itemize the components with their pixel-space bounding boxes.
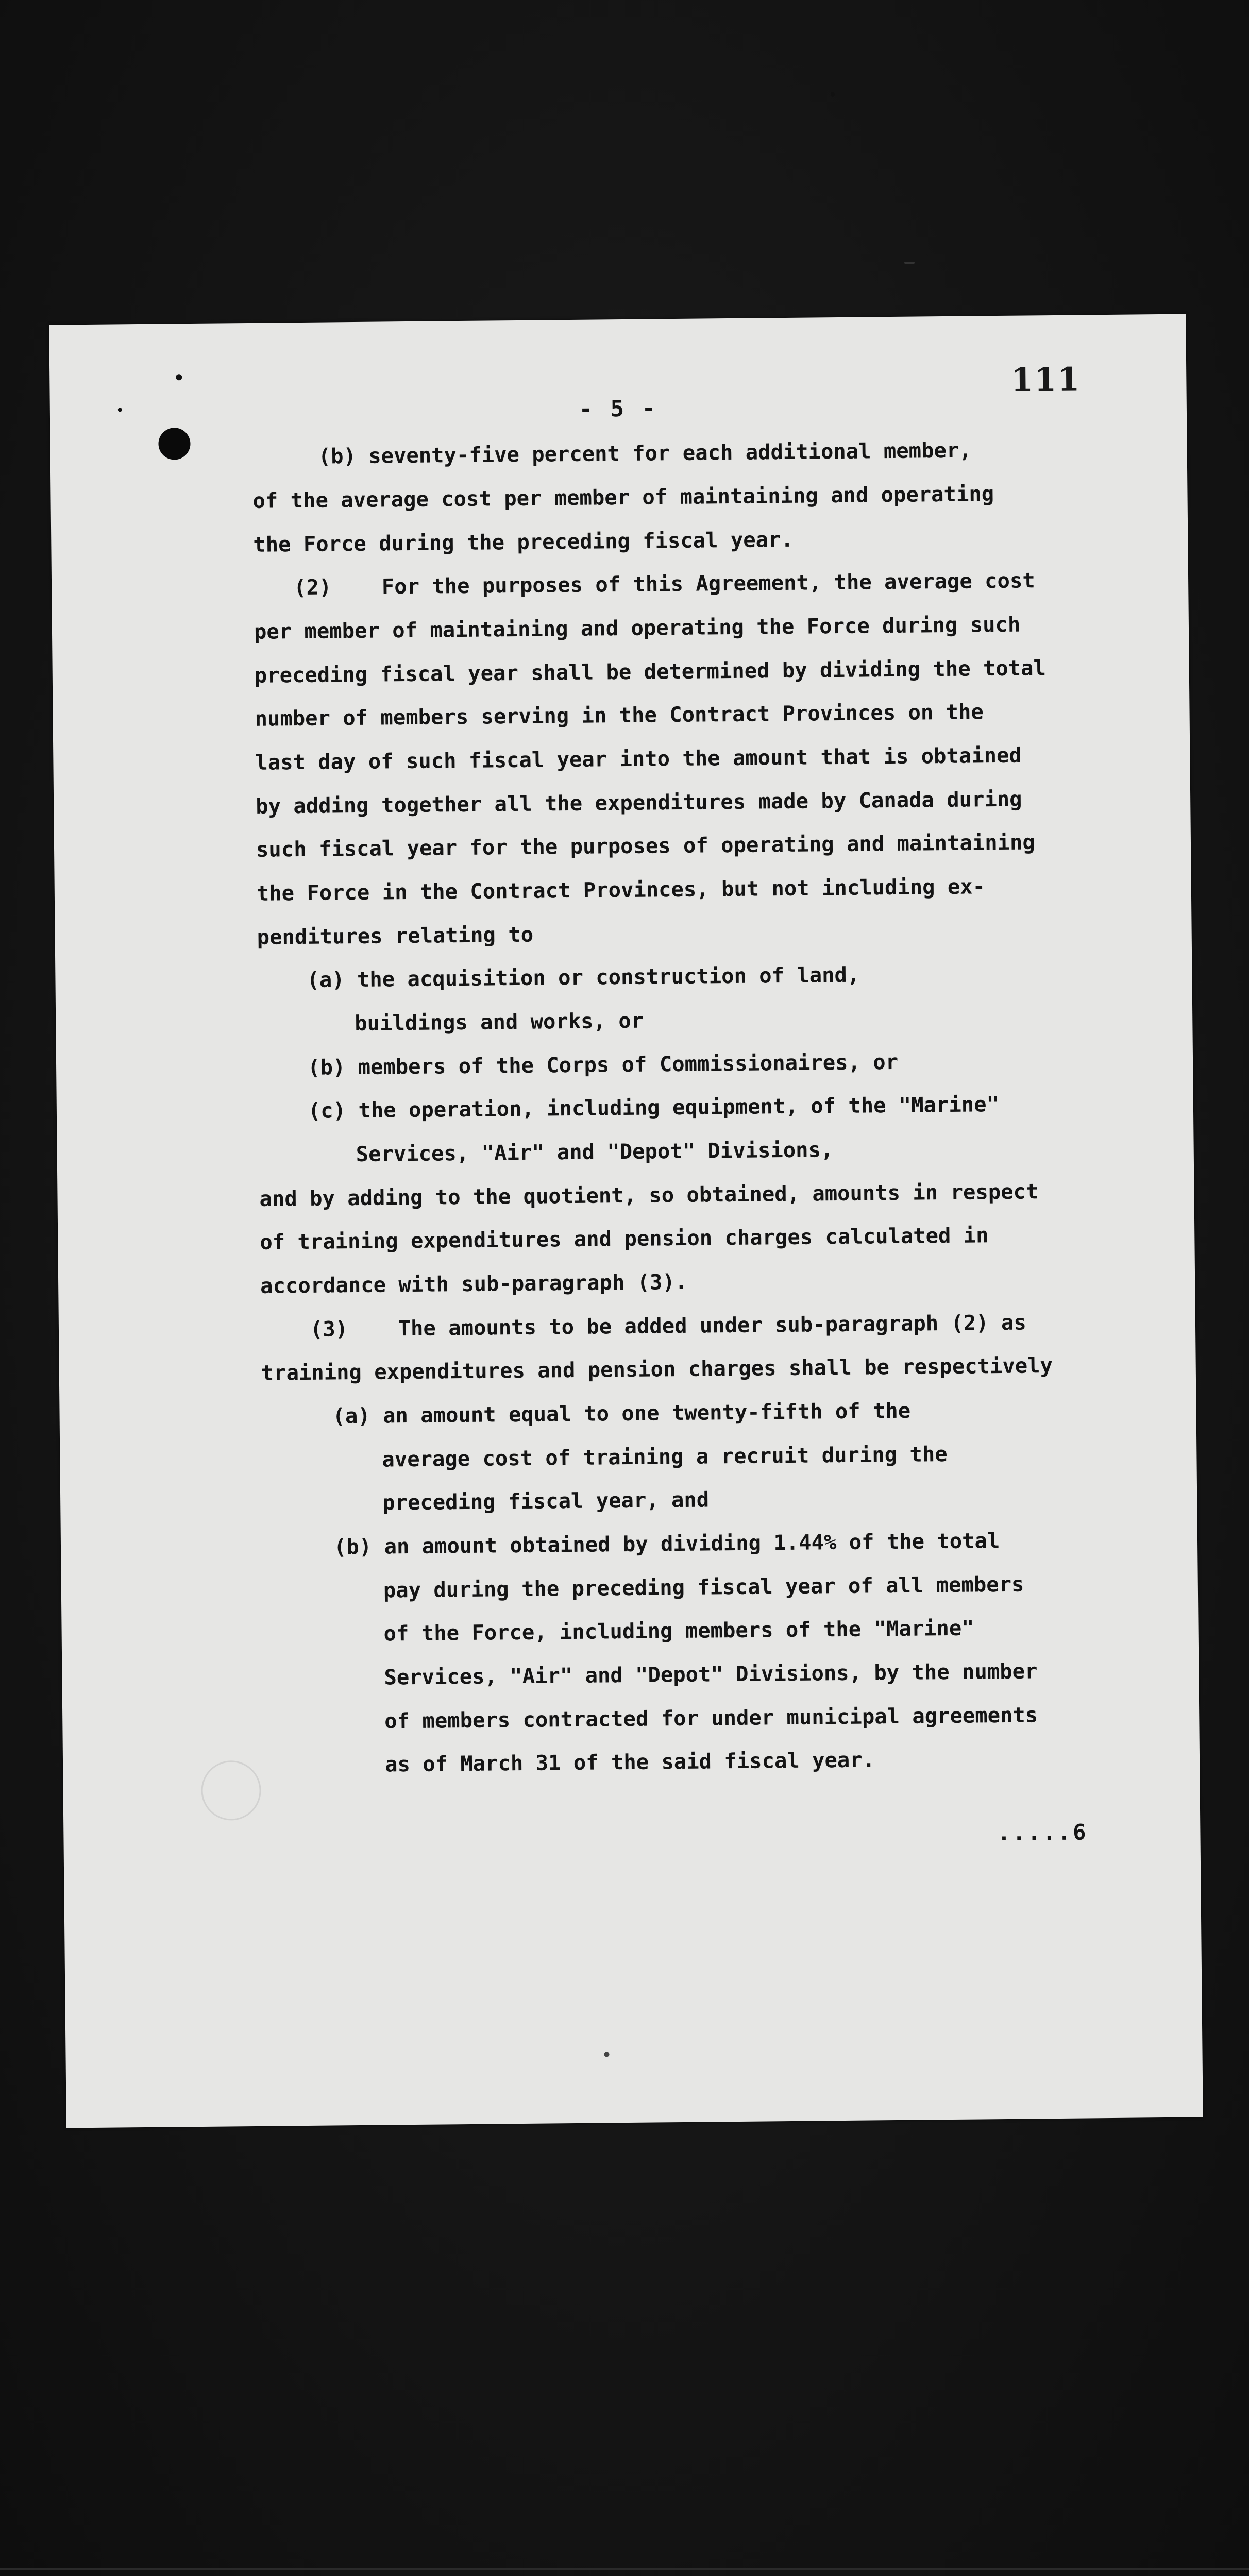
body-line: (3) The amounts to be added under sub-paragraph (2) as bbox=[310, 1310, 1026, 1342]
body-line: training expenditures and pension charges shall be respectively bbox=[261, 1353, 1053, 1385]
body-line: penditures relating to bbox=[257, 922, 534, 950]
body-line: of the Force, including members of the "Marine" bbox=[383, 1615, 974, 1646]
dust-speck bbox=[831, 92, 835, 97]
body-line: Services, "Air" and "Depot" Divisions, bbox=[356, 1137, 834, 1167]
body-line: (a) an amount equal to one twenty-fifth of the bbox=[332, 1398, 911, 1429]
body-line: (b) seventy-five percent for each additional member, bbox=[318, 437, 972, 469]
body-line: of training expenditures and pension charges calculated in bbox=[260, 1223, 989, 1255]
body-line: (2) For the purposes of this Agreement, the average cost bbox=[293, 568, 1035, 600]
body-line: as of March 31 of the said fiscal year. bbox=[384, 1747, 875, 1777]
faint-stain bbox=[201, 1760, 261, 1821]
body-line: buildings and works, or bbox=[355, 1008, 644, 1036]
body-line: Services, "Air" and "Depot" Divisions, by the number bbox=[384, 1658, 1038, 1690]
body-line: (b) members of the Corps of Commissionaires, or bbox=[307, 1049, 899, 1080]
body-line: such fiscal year for the purposes of operating and maintaining bbox=[256, 829, 1035, 862]
ink-speck bbox=[176, 374, 182, 380]
body-line: preceding fiscal year, and bbox=[382, 1487, 710, 1515]
continuation-marker: .....6 bbox=[997, 1819, 1088, 1846]
punch-hole bbox=[158, 428, 191, 460]
page-number: - 5 - bbox=[579, 395, 658, 422]
body-line: number of members serving in the Contract Provinces on the bbox=[255, 699, 984, 731]
body-line: (a) the acquisition or construction of land, bbox=[307, 962, 860, 992]
body-line: by adding together all the expenditures made by Canada during bbox=[256, 786, 1022, 819]
ink-speck bbox=[604, 2052, 609, 2057]
archive-stamp-number: 111 bbox=[1010, 360, 1081, 399]
document-page bbox=[49, 314, 1203, 2128]
body-line: accordance with sub-paragraph (3). bbox=[260, 1269, 688, 1298]
body-line: average cost of training a recruit during the bbox=[382, 1442, 948, 1472]
body-line: preceding fiscal year shall be determined by dividing the total bbox=[254, 655, 1047, 688]
body-line: pay during the preceding fiscal year of all members bbox=[383, 1571, 1024, 1603]
body-line: (c) the operation, including equipment, of the "Marine" bbox=[308, 1092, 1000, 1123]
body-line: the Force in the Contract Provinces, but not including ex- bbox=[256, 874, 986, 906]
body-line: (b) an amount obtained by dividing 1.44% of the total bbox=[333, 1528, 1000, 1560]
film-edge-line bbox=[0, 2568, 1249, 2570]
body-line: last day of such fiscal year into the amount that is obtained bbox=[255, 742, 1022, 775]
dust-speck bbox=[904, 262, 915, 264]
body-line: the Force during the preceding fiscal year. bbox=[253, 527, 794, 557]
body-line: and by adding to the quotient, so obtained, amounts in respect bbox=[259, 1179, 1039, 1211]
body-line: of the average cost per member of maintaining and operating bbox=[252, 481, 994, 513]
body-line: of members contracted for under municipal agreements bbox=[384, 1702, 1038, 1734]
body-line: per member of maintaining and operating the Force during such bbox=[254, 612, 1021, 644]
